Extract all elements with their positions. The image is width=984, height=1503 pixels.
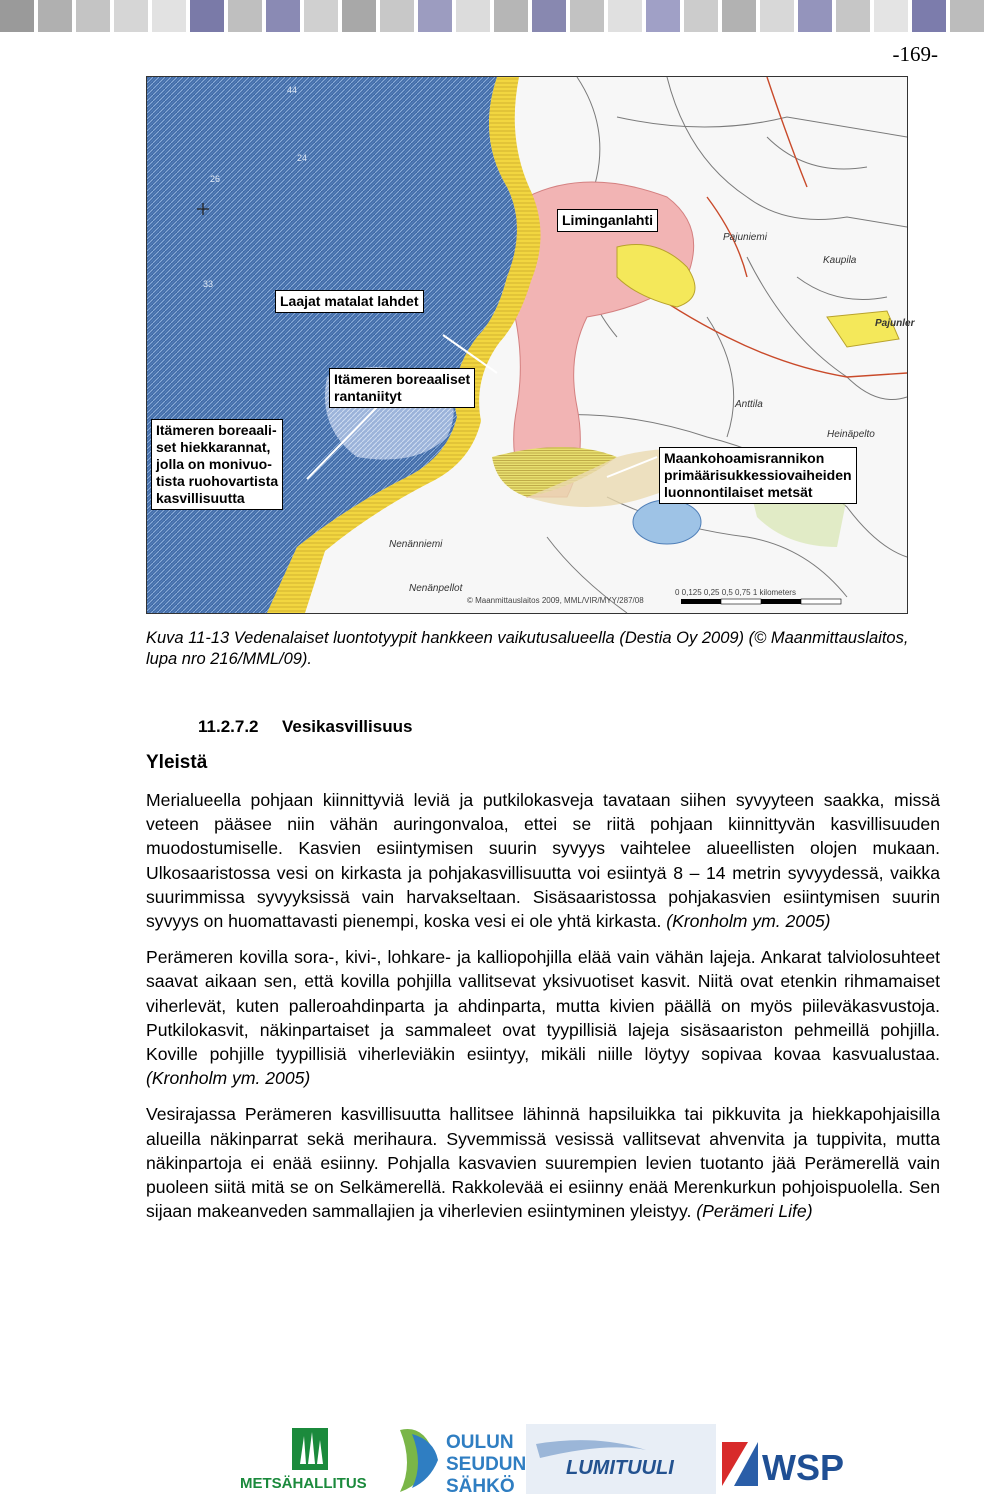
header-square [418,0,452,32]
header-square [380,0,414,32]
header-square [342,0,376,32]
svg-text:OULUN: OULUN [446,1432,514,1453]
header-square [874,0,908,32]
svg-text:© Maanmittauslaitos 2009, MML/: © Maanmittauslaitos 2009, MML/VIR/MYY/287/08 [467,596,644,605]
svg-text:Kaupila: Kaupila [823,255,857,266]
wsp-logo [718,1434,858,1494]
header-square [38,0,72,32]
header-square [798,0,832,32]
header-square [304,0,338,32]
header-square [76,0,110,32]
svg-text:SEUDUN: SEUDUN [446,1454,527,1475]
header-square [266,0,300,32]
label-boreal-meadows: Itämeren boreaaliset rantaniityt [329,368,475,408]
svg-text:Pajuniemi: Pajuniemi [723,232,767,243]
header-square [494,0,528,32]
header-square [570,0,604,32]
page-number: -169- [892,42,938,66]
header-square [0,0,34,32]
citation: (Kronholm ym. 2005) [146,1068,311,1089]
section-title: Vesikasvillisuus [282,717,413,736]
label-uplift-forests: Maankohoamisrannikon primäärisukkessiovaiheiden luonnontilaiset metsät [659,447,857,504]
body-text [146,788,940,1235]
svg-text:Anttila: Anttila [735,399,763,410]
figure-caption: Kuva 11-13 Vedenalaiset luontotyypit hankkeen vaikutusalueella (Destia Oy 2009) (© Maanmittauslaitos, lupa nro 216/MML/09). [146,629,909,668]
metsahallitus-logo [240,1426,380,1494]
label-shallow-bays: Laajat matalat lahdet [275,290,424,313]
scale-bar [681,599,841,604]
header-square [912,0,946,32]
header-square [950,0,984,32]
header-square [760,0,794,32]
svg-text:LUMITUULI: LUMITUULI [566,1457,674,1479]
label-liminganlahti: Liminganlahti [557,209,658,232]
header-square [608,0,642,32]
header-square [722,0,756,32]
side-heading: Yleistä [146,752,208,773]
label-sandy-beaches: Itämeren boreaali- set hiekkarannat, jolla on monivuo- tista ruohovartista kasvillisuutta [151,419,283,510]
svg-text:Heinäpelto: Heinäpelto [827,429,875,440]
svg-text:24: 24 [297,153,308,163]
habitat-map [146,76,915,614]
svg-text:Nenänniemi: Nenänniemi [389,539,443,550]
svg-text:0 0,125 0,25 0,5 0,75: 0 0,125 0,25 0,5 0,75 1 kilometers [675,588,796,597]
header-square [152,0,186,32]
svg-text:26: 26 [210,174,221,184]
oulun-seudun-sahko-logo [394,1424,527,1498]
svg-text:Nenänpellot: Nenänpellot [409,583,463,594]
header-color-strip [0,0,960,32]
section-number: 11.2.7.2 [198,717,259,736]
lumituuli-logo [526,1424,716,1494]
header-square [836,0,870,32]
citation: (Kronholm ym. 2005) [666,911,831,932]
svg-text:SÄHKÖ: SÄHKÖ [446,1476,515,1497]
map-drawing [147,77,915,613]
paragraph-2: Perämeren kovilla sora-, kivi-, lohkare- ja kalliopohjilla elää vain vähän lajeja. Ankarat talviolosuhteet saavat aikaan sen, että kovilla pohjilla vallitsevat yksivuotiset kasvit. Niitä ovat etenkin rihmamaiset viherlevät, kuten palleroahdinparta ja ahdinparta, mutta kivien päällä on myös piileväkasvustoja. Putkilokasvit, näkinpartaiset ja sammaleet ovat tyypillisiä lajeja sisäsaariston pehmeillä pohjilla. Koville pohjille tyypillisiä viherleviäkin esiintyy, mikäli niille löytyy sopivaa kovaa kasvualustaa. (Kronholm ym. 2005) [146,947,940,1089]
header-square [190,0,224,32]
paragraph-3: Vesirajassa Perämeren kasvillisuutta hallitsee lähinnä hapsiluikka tai pikkuvita ja hiekkapohjaisilla alueilla näkinparrat sekä merihaura. Syvemmissä vesissä vallitsevat ahvenvita ja tuppivita, mutta näkinpartoja ei enää esiinny. Pohjalla kasvavien suurempien levien tuotanto jää Perämerellä vain puoleen siitä mitä se on Selkämerellä. Rakkolevää ei esiinny enää Merenkurkun pohjoispuolella. Sen sijaan makeanveden sammallajien ja viherlevien esiintyminen yleistyy. (Perämeri Life) [146,1104,940,1222]
lake [633,500,701,544]
paragraph-1: Merialueella pohjaan kiinnittyviä leviä ja putkilokasveja tavataan siihen syvyyteen saakka, missä veteen pääsee niin vähän auringonvaloa, ettei se riitä pohjaan kiinnittyvän kasvillisuuden muodostumiselle. Kasvien esiintymisen suurin syvyys vaihtelee alueellisten olojen mukaan. Ulkosaaristossa vesi on kirkasta ja pohjakasvillisuutta voi esiintyä 8 – 14 metrin syvyydessä, vaikka suurimmissa syvyyksissä vain harvakseltaan. Sisäsaaristossa pohjakasvien esiintymisen suurin syvyys on huomattavasti pienempi, koska vesi ei ole yhtä kirkasta. (Kronholm ym. 2005) [146,790,940,932]
header-square [532,0,566,32]
svg-text:Pajunler: Pajunler [875,318,915,329]
svg-text:WSP: WSP [762,1447,845,1488]
footer-logos [0,1420,960,1500]
header-square [114,0,148,32]
header-square [228,0,262,32]
header-square [456,0,490,32]
citation: (Perämeri Life) [696,1201,813,1222]
svg-text:METSÄHALLITUS: METSÄHALLITUS [240,1475,367,1492]
header-square [646,0,680,32]
header-square [684,0,718,32]
svg-text:44: 44 [287,85,298,95]
svg-text:33: 33 [203,279,214,289]
